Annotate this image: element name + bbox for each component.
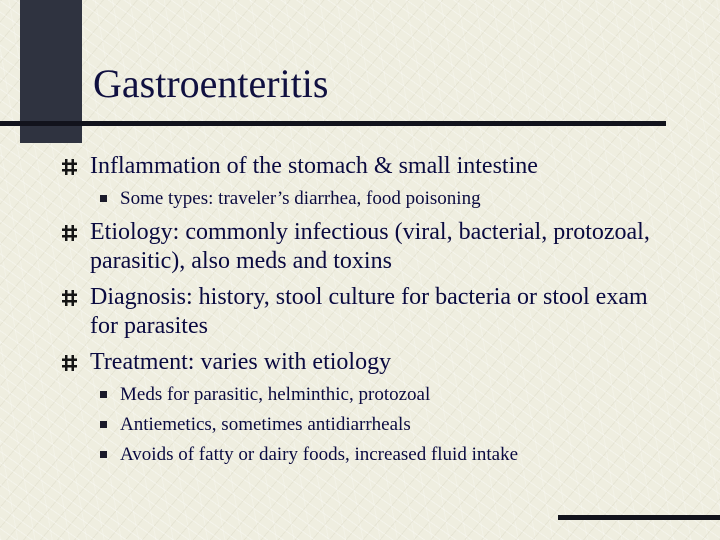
sub-bullet-item (60, 443, 660, 467)
sub-bullet-text: Antiemetics, sometimes antidiarrheals (120, 414, 411, 435)
slide-title: Gastroenteritis (93, 61, 329, 106)
hash-bullet-icon (62, 159, 77, 175)
hash-bullet-icon (62, 355, 77, 371)
sub-bullet-text: Avoids of fatty or dairy foods, increased fluid intake (120, 444, 519, 465)
bullet-list (60, 152, 660, 467)
bullet-text: Inflammation of the stomach & small intestine (90, 153, 538, 179)
square-bullet-icon (100, 421, 107, 428)
square-bullet-icon (100, 451, 107, 458)
sub-bullet-text: Meds for parasitic, helminthic, protozoal (120, 384, 431, 405)
square-bullet-icon (100, 195, 107, 202)
square-bullet-icon (100, 391, 107, 398)
sub-bullet-item (60, 383, 660, 407)
bullet-text: Treatment: varies with etiology (90, 349, 392, 375)
bullet-item (60, 218, 660, 276)
sub-bullet-text: Some types: traveler’s diarrhea, food poisoning (120, 188, 481, 209)
hash-bullet-icon (62, 225, 77, 241)
bullet-item (60, 283, 660, 341)
bullet-item (60, 348, 660, 377)
sub-bullet-item (60, 413, 660, 437)
hash-bullet-icon (62, 290, 77, 306)
bullet-item (60, 152, 660, 181)
sub-bullet-item (60, 187, 660, 211)
title-divider (0, 121, 666, 126)
bullet-text: Etiology: commonly infectious (viral, bacterial, protozoal, parasitic), also meds and toxins (90, 219, 650, 274)
bullet-text: Diagnosis: history, stool culture for bacteria or stool exam for parasites (90, 284, 648, 339)
bottom-divider (558, 515, 720, 520)
